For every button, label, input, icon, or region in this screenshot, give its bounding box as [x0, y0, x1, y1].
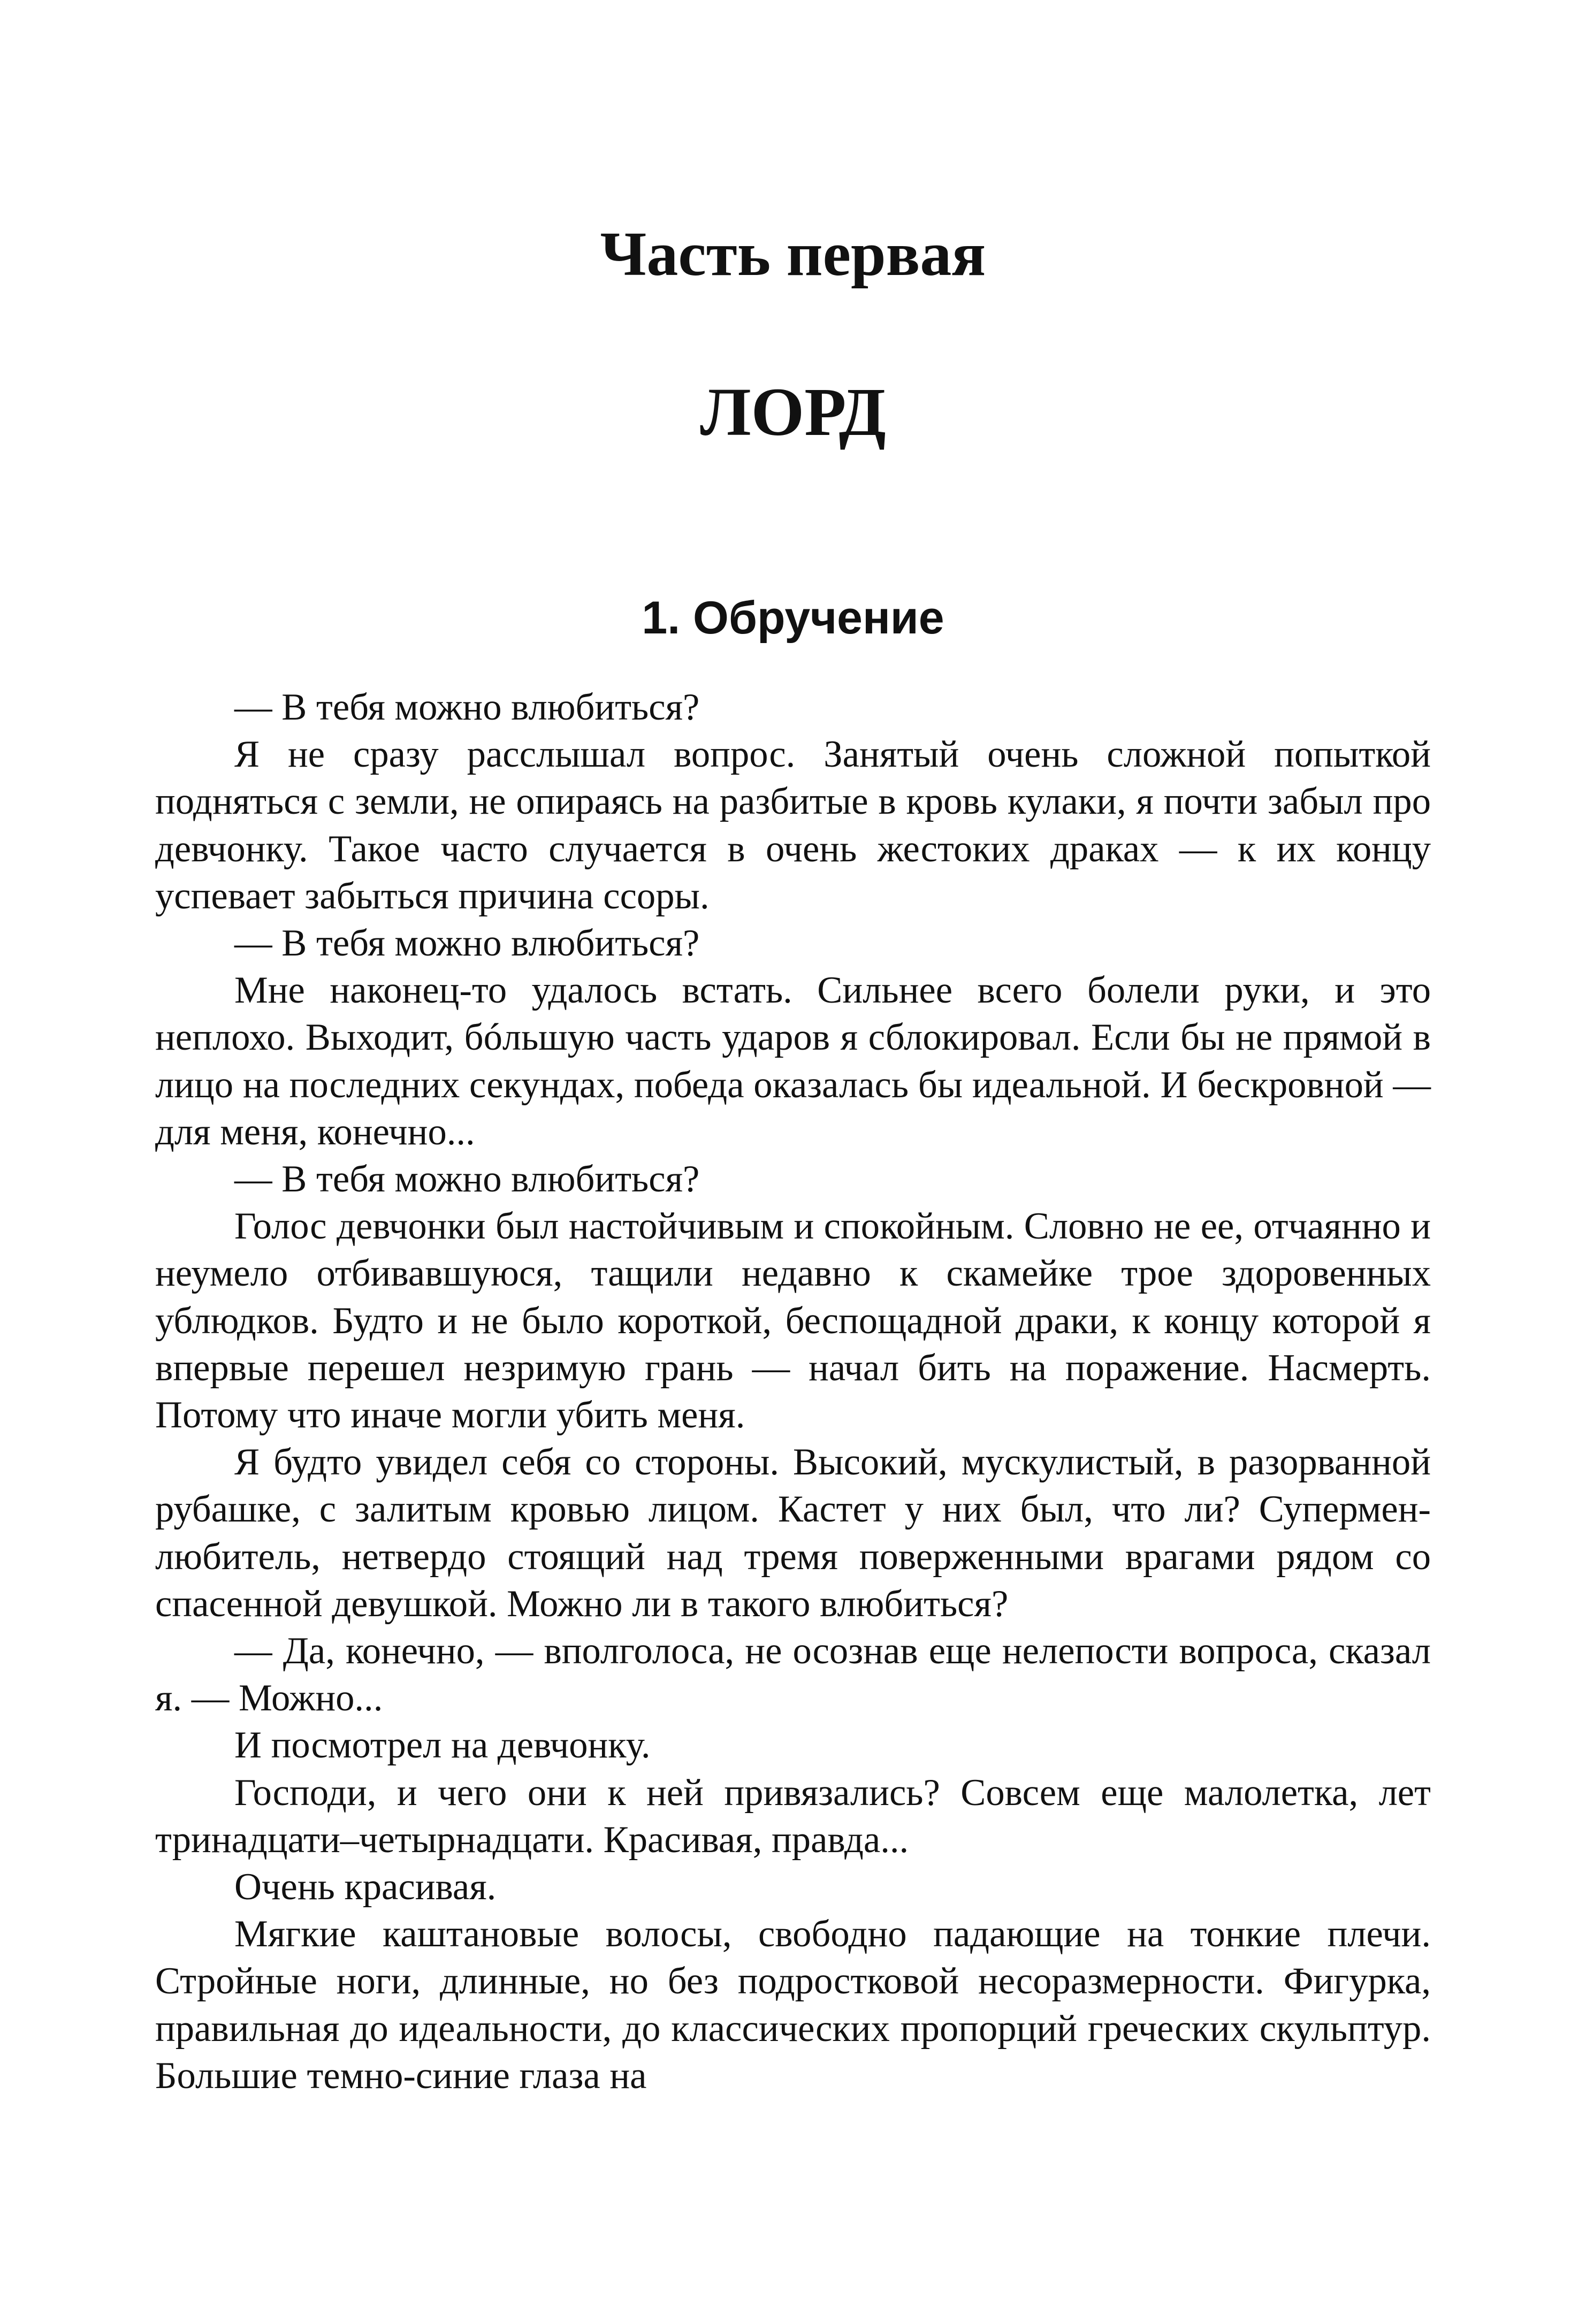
paragraph: И посмотрел на девчонку.: [234, 1724, 651, 1767]
paragraph: Очень красивая.: [234, 1866, 497, 1908]
chapter-body: [155, 684, 1431, 2099]
paragraph: Господи, и чего они к ней привязались? Совсем еще малолетка, лет тринадцати–четырнадцати. Красивая, правда...: [155, 1771, 1431, 1861]
paragraph: Мне наконец-то удалось встать. Сильнее всего болели руки, и это неплохо. Выходит, бóльшую часть ударов я сблокировал. Если бы не прямой в лицо на последних секундах, победа оказалась бы идеальной. И бескровной — для меня, конечно...: [155, 969, 1431, 1153]
paragraph: Мягкие каштановые волосы, свободно падающие на тонкие плечи. Стройные ноги, длинные, но без подростковой несоразмерности. Фигурка, правильная до идеальности, до классических пропорций греческих скульптур. Большие темно-синие глаза на: [155, 1913, 1431, 2097]
paragraph: Голос девчонки был настойчивым и спокойным. Словно не ее, отчаянно и неумело отбивавшуюся, тащили недавно к скамейке трое здоровенных ублюдков. Будто и не было короткой, беспощадной драки, к концу которой я впервые перешел незримую грань — начал бить на поражение. Насмерть. Потому что иначе могли убить меня.: [155, 1205, 1431, 1436]
paragraph: — В тебя можно влюбиться?: [234, 1158, 700, 1201]
paragraph: — В тебя можно влюбиться?: [234, 922, 700, 965]
paragraph: — Да, конечно, — вполголоса, не осознав еще нелепости вопроса, сказал я. — Можно...: [155, 1630, 1431, 1719]
paragraph: Я не сразу расслышал вопрос. Занятый очень сложной попыткой подняться с земли, не опираясь на разбитые в кровь кулаки, я почти забыл про девчонку. Такое часто случается в очень жестоких драках — к их концу успевает забыться причина ссоры.: [155, 733, 1431, 917]
paragraph: Я будто увидел себя со стороны. Высокий, мускулистый, в разорванной рубашке, с залитым кровью лицом. Кастет у них был, что ли? Супермен-любитель, нетвердо стоящий над тремя поверженными врагами рядом со спасенной девушкой. Можно ли в такого влюбиться?: [155, 1441, 1431, 1625]
part-title: Часть первая: [600, 219, 986, 289]
chapter-title: 1. Обручение: [642, 592, 944, 644]
paragraph: — В тебя можно влюбиться?: [234, 686, 700, 728]
book-title: ЛОРД: [700, 374, 886, 450]
